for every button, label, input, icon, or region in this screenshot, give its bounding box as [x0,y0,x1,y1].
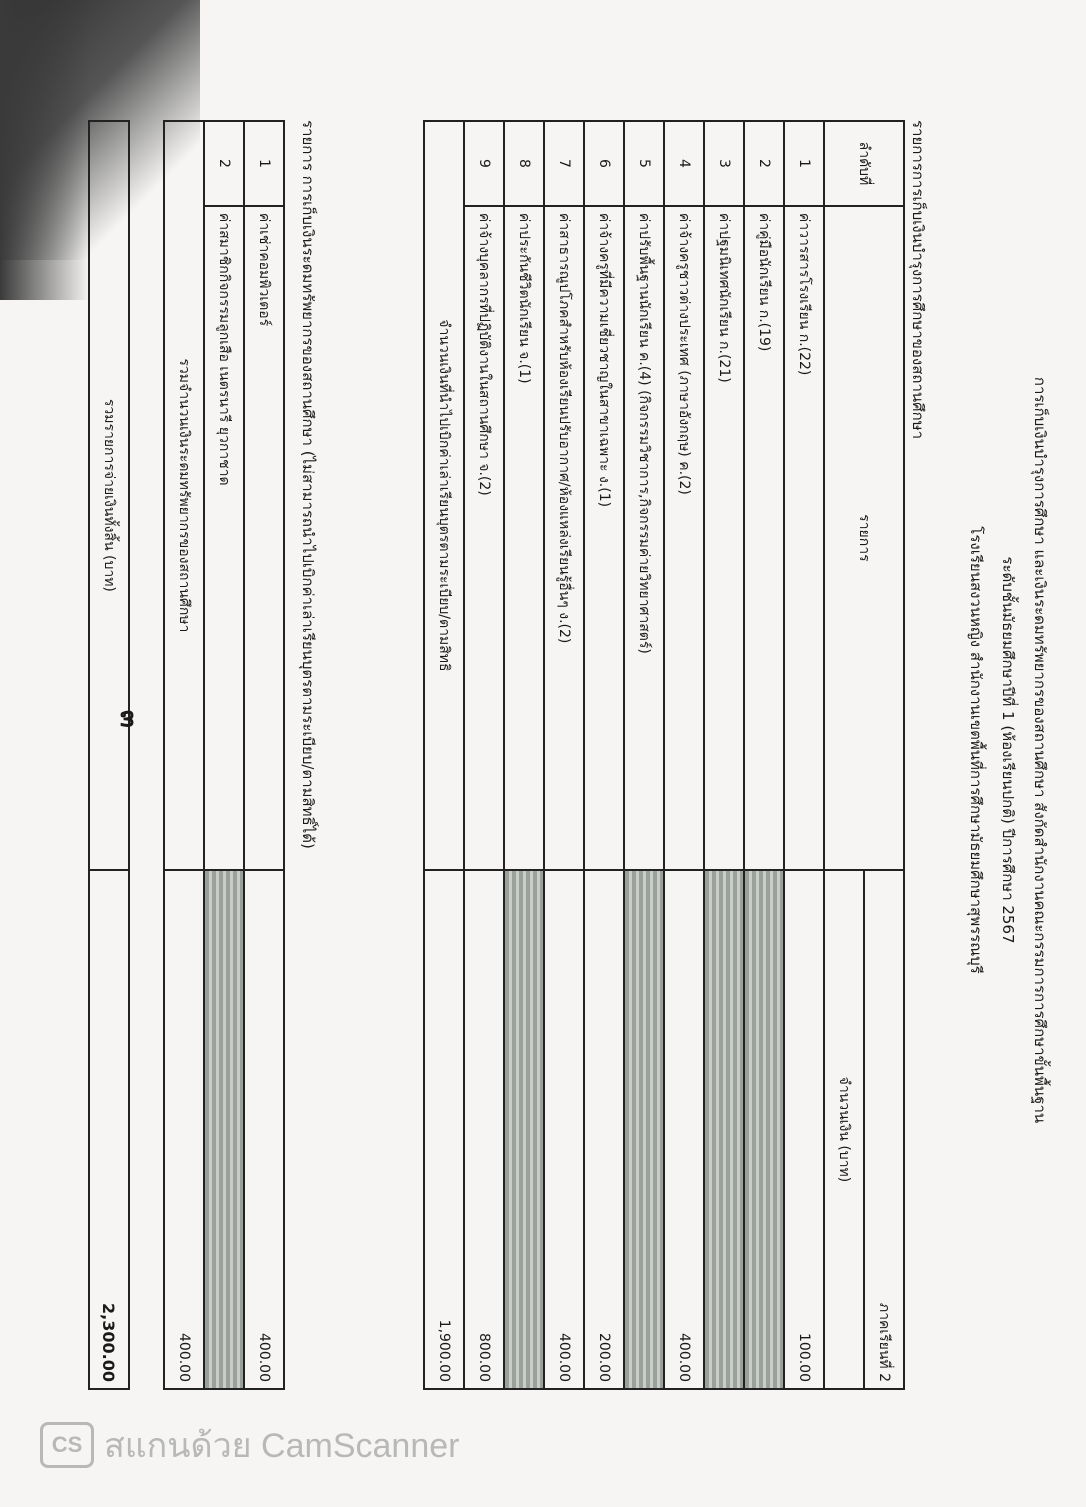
row-amount: 100.00 [784,870,824,1389]
header-line-2: ระดับชั้นมัธยมศึกษาปีที่ 1 (ห้องเรียนปกติ) ปีการศึกษา 2567 [999,556,1017,944]
row-no: 8 [504,121,544,206]
col-header-item: รายการ [824,206,904,870]
camscanner-watermark [40,1418,459,1472]
row-item: ค่าสมาชิกกิจกรรมลูกเสือ เนตรนารี ยุวกาชาด [204,206,244,870]
page-mark: ๓ [114,710,144,728]
row-amount: 400.00 [544,870,584,1389]
grand-total-amount: 2,300.00 [89,870,129,1389]
row-item: ค่าวารสารโรงเรียน ก.(22) [784,206,824,870]
row-no: 7 [544,121,584,206]
grand-total-row [89,121,129,1389]
total-row [424,121,464,1389]
row-no: 1 [784,121,824,206]
row-amount-shaded [504,870,544,1389]
row-item: ค่าจ้างครูที่มีความเชี่ยวชาญในสาขาเฉพาะ ง.(1) [584,206,624,870]
total-label: จำนวนเงินที่นำไปเบิกค่าเล่าเรียนบุตรตามระเบียบ/ตามสิทธิ [424,121,464,870]
col-header-term: ภาคเรียนที่ 2 [864,870,904,1389]
camscanner-logo: CS [40,1422,94,1468]
row-no: 2 [204,121,244,206]
row-amount-shaded [204,870,244,1389]
row-amount-shaded [704,870,744,1389]
total-amount: 1,900.00 [424,870,464,1389]
row-amount-shaded [744,870,784,1389]
row-item: ค่าปฐมนิเทศนักเรียน ก.(21) [704,206,744,870]
table-row [664,121,704,1389]
table-row [744,121,784,1389]
row-item: ค่าปรับพื้นฐานนักเรียน ค.(4) (กิจกรรมวิชาการ,กิจกรรมค่ายวิทยาศาสตร์) [624,206,664,870]
header-line-1: การเก็บเงินบำรุงการศึกษา และเงินระดมทรัพยากรของสถานศึกษา สังกัดสำนักงานคณะกรรมการการศึกษาขั้นพื้นฐาน [1031,376,1049,1124]
table-row [544,121,584,1389]
row-item: ค่าสาธารณูปโภคสำหรับห้องเรียนปรับอากาศ/ห้องแหล่งเรียนรู้อื่นๆ ง.(2) [544,206,584,870]
table-row [704,121,744,1389]
row-item: ค่าประกันชีวิตนักเรียน จ.(1) [504,206,544,870]
table-row [624,121,664,1389]
total-amount: 400.00 [164,870,204,1389]
table-row [584,121,624,1389]
row-no: 4 [664,121,704,206]
row-item: ค่าเช่าคอมพิวเตอร์ [244,206,284,870]
section1-title: รายการการเก็บเงินบำรุงการศึกษาของสถานศึกษา [909,120,927,440]
total-label: รวมจำนวนเงินระดมทรัพยากรของสถานศึกษา [164,121,204,870]
watermark-text: สแกนด้วย CamScanner [104,1427,460,1465]
row-amount: 400.00 [244,870,284,1389]
row-no: 3 [704,121,744,206]
col-header-no: ลำดับที่ [824,121,904,206]
table-row [784,121,824,1389]
row-amount-shaded [624,870,664,1389]
grand-total-label: รวมรายการจ่ายเงินทั้งสิ้น (บาท) [89,121,129,870]
row-amount: 200.00 [584,870,624,1389]
fee-table [423,120,905,1390]
table-row [244,121,284,1389]
col-header-amount: จำนวนเงิน (บาท) [824,870,864,1389]
resource-table [163,120,285,1390]
row-item: ค่าจ้างบุคลากรที่ปฏิบัติงานในสถานศึกษา จ.(2) [464,206,504,870]
table-row [504,121,544,1389]
row-no: 6 [584,121,624,206]
row-no: 5 [624,121,664,206]
row-no: 2 [744,121,784,206]
scan-shadow-edge [0,0,90,300]
section2-title: รายการ การเก็บเงินระดมทรัพยากรของสถานศึกษา (ไม่สามารถนำไปเบิกค่าเล่าเรียนบุตรตามระเบียบ/ตามสิทธิ์ได้) [299,120,317,849]
row-item: ค่าคู่มือนักเรียน ก.(19) [744,206,784,870]
table-header-row [864,121,904,1389]
row-no: 9 [464,121,504,206]
rotated-document [80,0,1080,1500]
header-line-3: โรงเรียนสงวนหญิง สำนักงานเขตพื้นที่การศึกษามัธยมศึกษาสุพรรณบุรี [967,526,985,974]
row-no: 1 [244,121,284,206]
total-row [164,121,204,1389]
row-item: ค่าจ้างครูชาวต่างประเทศ (ภาษาอังกฤษ) ค.(2) [664,206,704,870]
table-row [204,121,244,1389]
table-row [464,121,504,1389]
row-amount: 400.00 [664,870,704,1389]
grand-total-table [88,120,130,1390]
row-amount: 800.00 [464,870,504,1389]
